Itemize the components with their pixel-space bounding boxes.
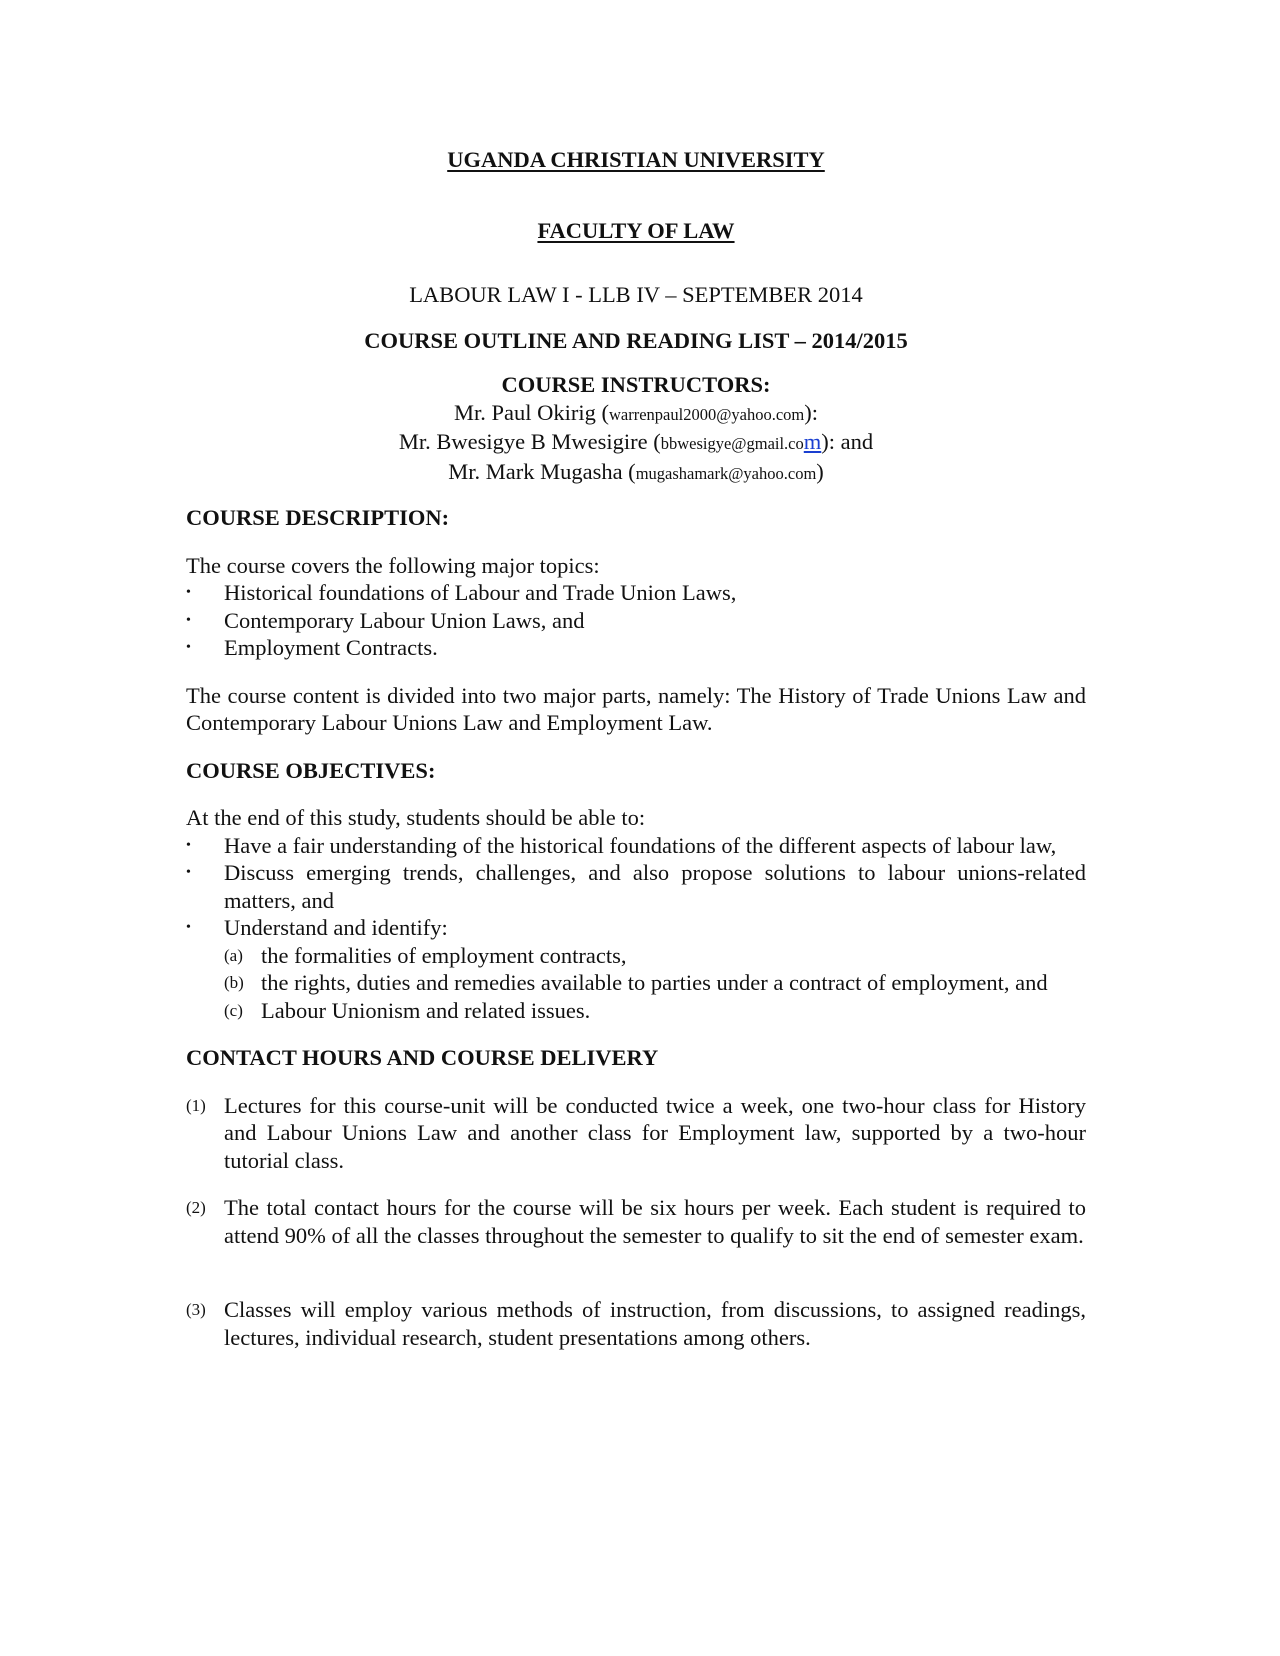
bullet-icon: • [186,865,191,880]
instructor-email-link[interactable]: m [803,429,822,454]
contact-list [186,1092,1086,1352]
list-item [186,859,1086,914]
document-body [186,146,1086,1351]
outline-title: COURSE OUTLINE AND READING LIST – 2014/2015 [364,327,908,353]
faculty-title [186,217,1086,245]
course-description-heading: COURSE DESCRIPTION: [186,505,450,530]
list-marker: (a) [224,945,243,965]
instructor-line [186,399,1086,429]
contact-item-text: The total contact hours for the course will be six hours per week. Each student is required to attend 90% of all the classes throughout the semester to qualify to sit the end of semester exam. [224,1195,1086,1248]
instructor-suffix: ): and [821,429,874,454]
list-item [224,942,1086,970]
instructor-name: Mr. Mark Mugasha ( [448,458,636,484]
topic-text: Contemporary Labour Union Laws, and [224,607,585,633]
university-title-text: UGANDA CHRISTIAN UNIVERSITY [447,147,825,172]
instructor-email: bbwesigye@gmail.co [660,434,804,453]
objective-text: Discuss emerging trends, challenges, and also propose solutions to labour unions-related matters, and [224,860,1086,913]
topic-text: Employment Contracts. [224,635,438,660]
bullet-icon: • [186,640,191,655]
instructor-line [186,458,1086,488]
objectives-list [186,832,1086,942]
objectives-sublist [186,942,1086,1025]
list-item [186,914,1086,942]
objective-text: Have a fair understanding of the historical foundations of the different aspects of labour law, [224,832,1057,858]
instructor-suffix: ): [804,399,818,425]
contact-item-text: Classes will employ various methods of instruction, from discussions, to assigned readings, lectures, individual research, student presentations among others. [224,1297,1086,1350]
description-intro: The course covers the following major topics: [186,552,600,578]
description-paragraph: The course content is divided into two major parts, namely: The History of Trade Unions Law and Contemporary Labour Unions Law and Employment Law. [186,682,1086,735]
instructor-line [186,428,1086,458]
list-marker: (2) [186,1198,206,1217]
list-item [224,997,1086,1025]
list-item [224,969,1086,997]
university-title [186,146,1086,174]
list-marker: (c) [224,1000,243,1020]
faculty-title-text: FACULTY OF LAW [537,217,735,243]
bullet-icon: • [186,920,191,935]
sub-item-text: the formalities of employment contracts, [261,942,627,968]
list-item [186,579,1086,607]
list-marker: (b) [224,973,244,992]
list-marker: (3) [186,1300,206,1319]
list-marker: (1) [186,1095,206,1115]
bullet-icon: • [186,837,191,853]
list-item [186,634,1086,662]
contact-hours-heading: CONTACT HOURS AND COURSE DELIVERY [186,1045,659,1070]
course-line: LABOUR LAW I - LLB IV – SEPTEMBER 2014 [409,282,863,307]
bullet-icon: • [186,612,191,628]
instructor-email: mugashamark@yahoo.com [635,463,817,483]
list-item [186,607,1086,635]
instructors-title: COURSE INSTRUCTORS: [501,372,771,397]
list-item [186,1194,1086,1249]
topics-list [186,579,1086,662]
list-item [186,832,1086,860]
contact-item-text: Lectures for this course-unit will be conducted twice a week, one two-hour class for History and Labour Unions Law and another class for Employment law, supported by a two-hour tutorial class. [224,1092,1086,1173]
list-item [186,1296,1086,1351]
list-item [186,1092,1086,1175]
bullet-icon: • [186,585,191,600]
objectives-intro: At the end of this study, students should be able to: [186,805,646,830]
instructor-suffix: ) [816,458,824,484]
topic-text: Historical foundations of Labour and Trade Union Laws, [224,580,737,605]
course-objectives-heading: COURSE OBJECTIVES: [186,757,436,783]
instructor-name: Mr. Bwesigye B Mwesigire ( [398,429,661,454]
sub-item-text: the rights, duties and remedies available to parties under a contract of employment, and [261,970,1048,995]
instructor-name: Mr. Paul Okirig ( [453,399,609,425]
instructor-email: warrenpaul2000@yahoo.com [608,404,805,424]
objective-text: Understand and identify: [224,915,448,940]
sub-item-text: Labour Unionism and related issues. [261,997,591,1023]
